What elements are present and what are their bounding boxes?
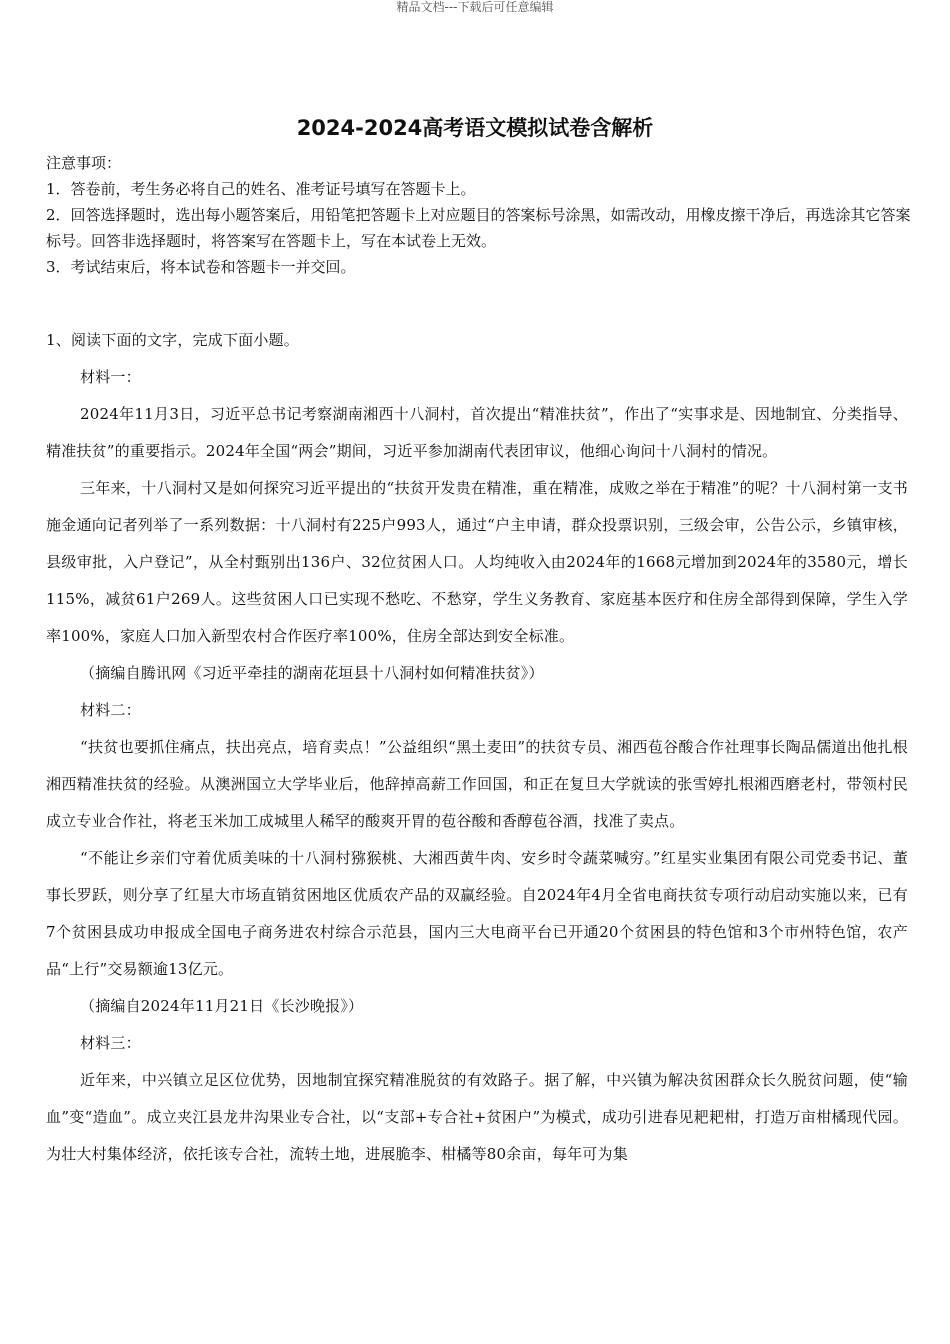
document-title: 2024-2024高考语文模拟试卷含解析 (296, 116, 654, 140)
material-three-label: 材料三： (80, 1034, 141, 1052)
notice-item: 2．回答选择题时，选出每小题答案后，用铅笔把答题卡上对应题目的答案标号涂黑，如需改动，用橡皮擦干净后，再选涂其它答案标号。回答非选择题时，将答案写在答题卡上，写在本试卷上无效。 (46, 206, 911, 250)
material-one-paragraph: 2024年11月3日，习近平总书记考察湖南湘西十八洞村，首次提出“精准扶贫”，作出了“实事求是、因地制宜、分类指导、精准扶贫”的重要指示。2024年全国“两会”期间，习近平参加湖南代表团审议，他细心询问十八洞村的情况。 (46, 405, 908, 460)
material-two-paragraph: “扶贫也要抓住痛点，扶出亮点，培育卖点！”公益组织“黑土麦田”的扶贫专员、湘西苞谷酸合作社理事长陶品儒道出他扎根湘西精准扶贫的经验。从澳洲国立大学毕业后，他辞掉高薪工作回国，和正在复旦大学就读的张雪婷扎根湘西磨老村，带领村民成立专业合作社，将老玉米加工成城里人稀罕的酸爽开胃的苞谷酸和香醇苞谷酒，找准了卖点。 (46, 738, 908, 830)
material-three-paragraph: 近年来，中兴镇立足区位优势，因地制宜探究精准脱贫的有效路子。据了解，中兴镇为解决贫困群众长久脱贫问题，使“输血”变“造血”。成立夹江县龙井沟果业专合社，以“支部+专合社+贫困户”为模式，成功引进春见耙耙柑，打造万亩柑橘现代园。为壮大村集体经济，依托该专合社，流转土地，进展脆李、柑橘等80余亩，每年可为集 (46, 1071, 908, 1163)
notice-item: 3．考试结束后，将本试卷和答题卡一并交回。 (46, 258, 356, 276)
notice-heading: 注意事项： (46, 154, 122, 172)
page-header: 精品文档---下载后可任意编辑 (396, 0, 554, 14)
notice-item: 1．答卷前，考生务必将自己的姓名、准考证号填写在答题卡上。 (46, 180, 476, 198)
material-one-label: 材料一： (80, 368, 141, 386)
notice-section (46, 150, 912, 280)
question-prompt: 1、阅读下面的文字，完成下面小题。 (46, 331, 299, 349)
material-one-paragraph: 三年来，十八洞村又是如何探究习近平提出的“扶贫开发贵在精准，重在精准，成败之举在于精准”的呢？十八洞村第一支书施金通向记者列举了一系列数据：十八洞村有225户993人，通过“户主申请，群众投票识别，三级会审，公告公示，乡镇审核，县级审批，入户登记”，从全村甄别出136户、32位贫困人口。人均纯收入由2024年的1668元增加到2024年的3580元，增长115%，减贫61户269人。这些贫困人口已实现不愁吃、不愁穿，学生义务教育、家庭基本医疗和住房全部得到保障，学生入学率100%，家庭人口加入新型农村合作医疗率100%，住房全部达到安全标准。 (46, 479, 908, 645)
material-two-paragraph: “不能让乡亲们守着优质美味的十八洞村猕猴桃、大湘西黄牛肉、安乡时令蔬菜喊穷。”红星实业集团有限公司党委书记、董事长罗跃，则分享了红星大市场直销贫困地区优质农产品的双赢经验。自2024年4月全省电商扶贫专项行动启动实施以来，已有7个贫困县成功申报成全国电子商务进农村综合示范县，国内三大电商平台已开通20个贫困县的特色馆和3个市州特色馆，农产品“上行”交易额逾13亿元。 (46, 849, 908, 978)
material-two-source: （摘编自2024年11月21日《长沙晚报》） (80, 997, 364, 1015)
material-two-label: 材料二： (80, 701, 141, 719)
question-body (46, 322, 908, 1173)
material-one-source: （摘编自腾讯网《习近平牵挂的湖南花垣县十八洞村如何精准扶贫》） (80, 664, 544, 682)
